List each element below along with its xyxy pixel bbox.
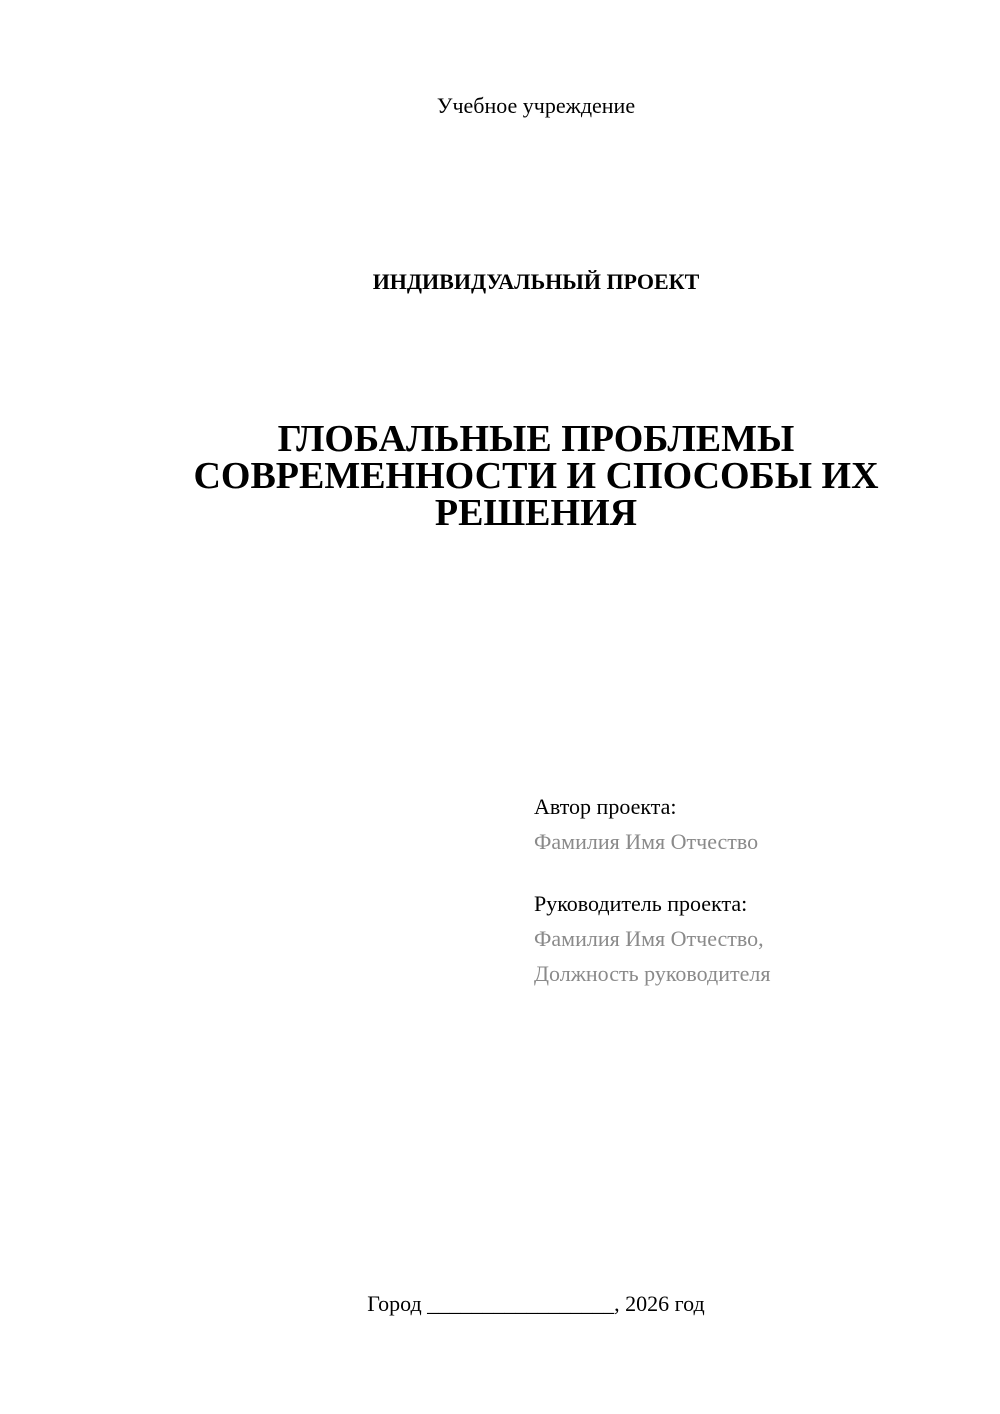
institution-name: Учебное учреждение [436,93,636,118]
supervisor-label: Руководитель проекта: [534,891,748,916]
project-type-heading: ИНДИВИДУАЛЬНЫЙ ПРОЕКТ [372,269,700,294]
author-name: Фамилия Имя Отчество [534,829,759,854]
city-year-footer: Город _________________, 2026 год [367,1291,705,1316]
supervisor-name: Фамилия Имя Отчество, [534,926,764,951]
spacer [534,859,974,886]
project-credits [534,789,974,991]
project-title [0,418,1000,534]
project-title-line: ГЛОБАЛЬНЫЕ ПРОБЛЕМЫ [277,418,795,460]
author-label: Автор проекта: [534,794,677,819]
project-title-line: СОВРЕМЕННОСТИ И СПОСОБЫ ИХ [193,455,879,497]
project-title-line: РЕШЕНИЯ [434,492,638,534]
supervisor-position: Должность руководителя [534,961,771,986]
